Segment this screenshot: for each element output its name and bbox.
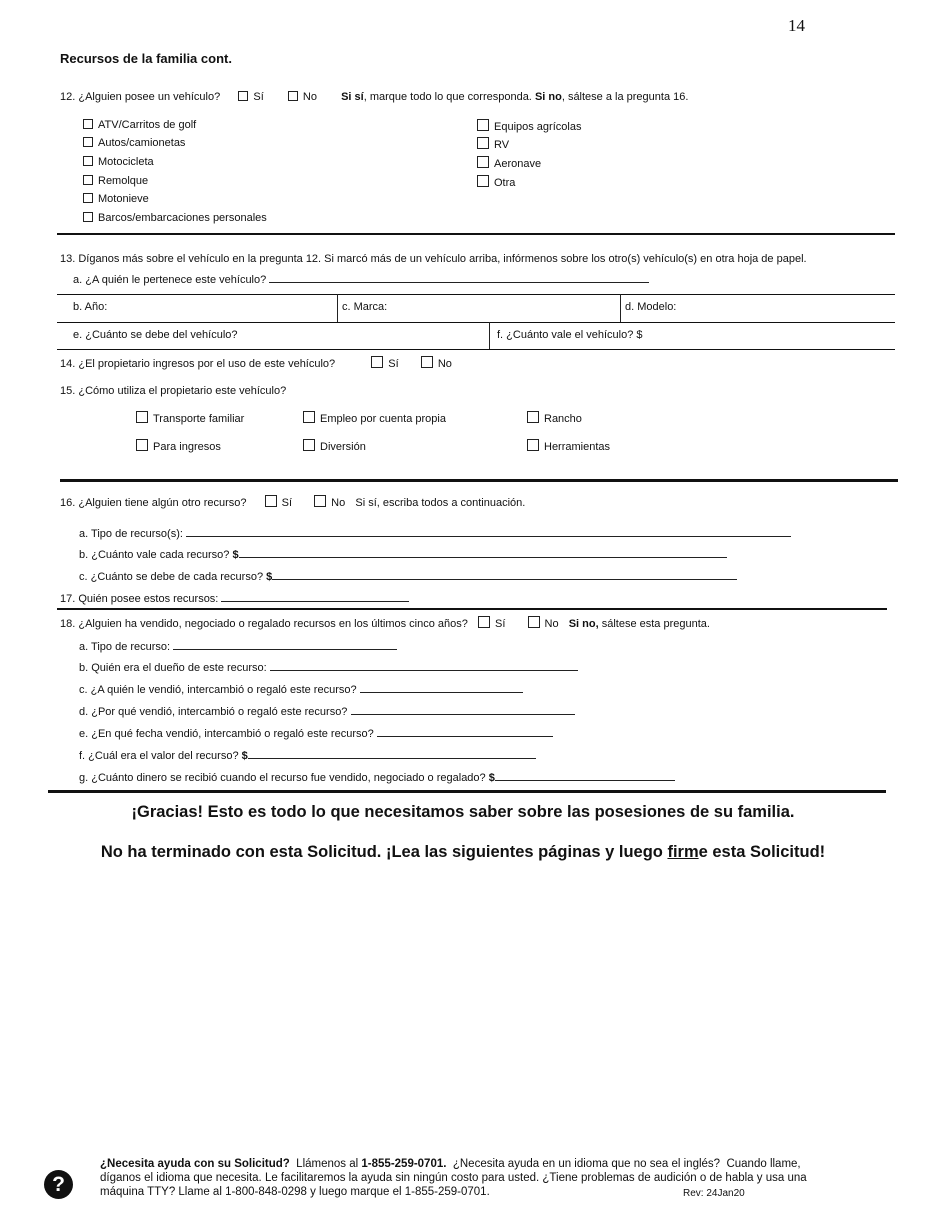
q18-b-label: b. Quién era el dueño de este recurso: bbox=[79, 662, 267, 674]
q14-question: 14. ¿El propietario ingresos por el uso de este vehículo? bbox=[60, 358, 336, 370]
q15-label-4: Diversión bbox=[320, 441, 366, 453]
footer-help-text1: Llámenos al bbox=[289, 1158, 362, 1170]
q18-a-row bbox=[79, 640, 397, 653]
q18-row bbox=[60, 616, 710, 630]
q12-right-option-2 bbox=[477, 156, 541, 170]
q15-checkbox-4[interactable] bbox=[303, 439, 315, 451]
q12-instr-no: Si no bbox=[534, 91, 562, 103]
q18-b-field[interactable] bbox=[270, 661, 578, 671]
q12-left-option-2 bbox=[83, 156, 154, 168]
q12-left-checkbox-5[interactable] bbox=[83, 212, 93, 222]
q18-after-bold: Si no, bbox=[568, 618, 599, 630]
q12-left-label-4: Motonieve bbox=[98, 193, 149, 205]
q15-question: 15. ¿Cómo utiliza el propietario este vehículo? bbox=[60, 385, 287, 397]
q15-label-2: Rancho bbox=[544, 413, 582, 425]
q15-option-2 bbox=[527, 411, 582, 425]
q18-c-row bbox=[79, 683, 523, 696]
q12-no-checkbox[interactable] bbox=[288, 91, 298, 101]
section-title: Recursos de la familia cont. bbox=[60, 51, 232, 66]
q18-d-row bbox=[79, 705, 575, 718]
q18-question: 18. ¿Alguien ha vendido, negociado o regalado recursos en los últimos cinco años? bbox=[60, 618, 468, 630]
q18-f-field[interactable] bbox=[248, 749, 536, 759]
q18-c-label: c. ¿A quién le vendió, intercambió o regaló este recurso? bbox=[79, 684, 357, 696]
closing-line-2-post: e esta Solicitud! bbox=[698, 843, 826, 861]
q12-instr-yes: Si sí bbox=[341, 91, 364, 103]
q15-checkbox-1[interactable] bbox=[303, 411, 315, 423]
q18-g-label: g. ¿Cuánto dinero se recibió cuando el recurso fue vendido, negociado o regalado? bbox=[79, 772, 486, 784]
q13-sep-2 bbox=[620, 294, 621, 322]
q12-left-checkbox-2[interactable] bbox=[83, 156, 93, 166]
footer-line-1 bbox=[100, 1158, 801, 1170]
q15-option-5 bbox=[527, 439, 610, 453]
q12-right-option-0 bbox=[477, 119, 581, 133]
q18-g-field[interactable] bbox=[495, 771, 675, 781]
q13-e-cell[interactable]: e. ¿Cuánto se debe del vehículo? bbox=[73, 329, 238, 341]
page-number: 14 bbox=[788, 16, 805, 35]
q14-yes-checkbox[interactable] bbox=[371, 356, 383, 368]
q18-c-field[interactable] bbox=[360, 683, 523, 693]
q18-g-dollar: $ bbox=[488, 772, 495, 784]
q16-b-label: b. ¿Cuánto vale cada recurso? bbox=[79, 549, 230, 561]
q12-left-checkbox-4[interactable] bbox=[83, 193, 93, 203]
q16-no-checkbox[interactable] bbox=[314, 495, 326, 507]
q16-a-label: a. Tipo de recurso(s): bbox=[79, 528, 183, 540]
q16-a-field[interactable] bbox=[186, 527, 791, 537]
q18-e-label: e. ¿En qué fecha vendió, intercambió o regaló este recurso? bbox=[79, 728, 374, 740]
q12-instr-text1: , marque todo lo que corresponda. bbox=[363, 91, 535, 103]
q12-left-option-3 bbox=[83, 175, 148, 187]
q18-d-field[interactable] bbox=[351, 705, 575, 715]
q12-right-option-3 bbox=[477, 175, 515, 189]
footer-line-3: máquina TTY? Llame al 1-800-848-0298 y luego marque el 1-855-259-0701. bbox=[100, 1186, 490, 1198]
q12-left-checkbox-3[interactable] bbox=[83, 175, 93, 185]
q16-c-dollar: $ bbox=[266, 571, 273, 583]
q12-right-label-0: Equipos agrícolas bbox=[494, 121, 582, 133]
q16-b-dollar: $ bbox=[232, 549, 239, 561]
q12-left-label-5: Barcos/embarcaciones personales bbox=[98, 212, 267, 224]
q18-f-dollar: $ bbox=[241, 750, 248, 762]
q13-a-field[interactable] bbox=[269, 273, 649, 283]
q16-question: 16. ¿Alguien tiene algún otro recurso? bbox=[60, 497, 247, 509]
q18-f-label: f. ¿Cuál era el valor del recurso? bbox=[79, 750, 239, 762]
q17-row bbox=[60, 592, 409, 605]
q15-label-0: Transporte familiar bbox=[153, 413, 245, 425]
q12-no-label: No bbox=[302, 91, 317, 103]
q12-yes-label: Sí bbox=[253, 91, 264, 103]
q14-yes-label: Sí bbox=[388, 358, 399, 370]
q12-instr-text2: , sáltese a la pregunta 16. bbox=[561, 91, 689, 103]
q17-label: 17. Quién posee estos recursos: bbox=[60, 593, 219, 605]
q18-g-row bbox=[79, 771, 675, 784]
q15-option-1 bbox=[303, 411, 446, 425]
q18-f-row bbox=[79, 749, 536, 762]
q18-a-label: a. Tipo de recurso: bbox=[79, 641, 171, 653]
divider-q15 bbox=[60, 479, 898, 482]
q18-yes-checkbox[interactable] bbox=[478, 616, 490, 628]
q15-option-3 bbox=[136, 439, 221, 453]
q15-label-1: Empleo por cuenta propia bbox=[320, 413, 446, 425]
q13-a-row bbox=[73, 273, 649, 286]
help-icon: ? bbox=[44, 1170, 73, 1199]
closing-line-2 bbox=[0, 843, 926, 862]
q18-e-field[interactable] bbox=[377, 727, 553, 737]
q12-right-option-1 bbox=[477, 137, 509, 151]
q12-right-checkbox-2[interactable] bbox=[477, 156, 489, 168]
q15-checkbox-0[interactable] bbox=[136, 411, 148, 423]
q12-left-option-1 bbox=[83, 137, 185, 149]
closing-line-2-pre: No ha terminado con esta Solicitud. ¡Lea las siguientes páginas y luego bbox=[100, 843, 668, 861]
q15-label-3: Para ingresos bbox=[153, 441, 221, 453]
q15-checkbox-3[interactable] bbox=[136, 439, 148, 451]
q13-sep-1 bbox=[337, 294, 338, 322]
q12-left-label-0: ATV/Carritos de golf bbox=[98, 119, 197, 131]
q15-option-4 bbox=[303, 439, 366, 453]
q12-left-label-2: Motocicleta bbox=[98, 156, 154, 168]
footer-help-bold: ¿Necesita ayuda con su Solicitud? bbox=[100, 1158, 290, 1170]
q16-b-field[interactable] bbox=[239, 548, 727, 558]
q13-a-label: a. ¿A quién le pertenece este vehículo? bbox=[73, 274, 267, 286]
q12-yes-checkbox[interactable] bbox=[238, 91, 248, 101]
q16-c-row bbox=[79, 570, 737, 583]
q13-table-bottom bbox=[57, 349, 895, 350]
footer-line-2: díganos el idioma que necesita. Le facilitaremos la ayuda sin ningún costo para usted. ¿Tiene problemas de audición o de habla y usa una bbox=[100, 1172, 807, 1184]
q15-checkbox-5[interactable] bbox=[527, 439, 539, 451]
q14-no-label: No bbox=[437, 358, 452, 370]
q16-a-row bbox=[79, 527, 791, 540]
q16-yes-label: Sí bbox=[281, 497, 293, 509]
footer-rev: Rev: 24Jan20 bbox=[683, 1188, 745, 1199]
q18-e-row bbox=[79, 727, 553, 740]
q18-no-checkbox[interactable] bbox=[528, 616, 540, 628]
q13-f-cell[interactable]: f. ¿Cuánto vale el vehículo? $ bbox=[497, 329, 643, 341]
footer-phone[interactable]: 1-855-259-0701. bbox=[361, 1158, 447, 1170]
q13-sep-3 bbox=[489, 322, 490, 349]
q12-right-checkbox-1[interactable] bbox=[477, 137, 489, 149]
q13-d-cell[interactable]: d. Modelo: bbox=[625, 301, 677, 313]
q12-left-option-4 bbox=[83, 193, 149, 205]
q16-c-field[interactable] bbox=[272, 570, 737, 580]
q13-b-cell[interactable]: b. Año: bbox=[73, 301, 108, 313]
q12-left-option-0 bbox=[83, 119, 196, 131]
q16-yes-checkbox[interactable] bbox=[265, 495, 277, 507]
q12-left-label-1: Autos/camionetas bbox=[98, 137, 186, 149]
q15-label-5: Herramientas bbox=[544, 441, 611, 453]
q16-row bbox=[60, 495, 525, 509]
q18-b-row bbox=[79, 661, 578, 674]
q12-question: 12. ¿Alguien posee un vehículo? bbox=[60, 91, 221, 103]
q12-left-checkbox-0[interactable] bbox=[83, 119, 93, 129]
q18-after-text: sáltese esta pregunta. bbox=[598, 618, 710, 630]
footer-help-text2: ¿Necesita ayuda en un idioma que no sea el inglés? Cuando llame, bbox=[446, 1158, 801, 1170]
q17-field[interactable] bbox=[221, 592, 409, 602]
q12-left-checkbox-1[interactable] bbox=[83, 137, 93, 147]
q18-a-field[interactable] bbox=[173, 640, 397, 650]
q14-row bbox=[60, 356, 452, 370]
q12-right-checkbox-3[interactable] bbox=[477, 175, 489, 187]
closing-line-1: ¡Gracias! Esto es todo lo que necesitamos saber sobre las posesiones de su familia. bbox=[131, 803, 795, 821]
q12-left-label-3: Remolque bbox=[98, 175, 149, 187]
divider-q17 bbox=[57, 608, 887, 610]
q12-left-option-5 bbox=[83, 212, 267, 224]
q15-option-0 bbox=[136, 411, 244, 425]
q16-b-row bbox=[79, 548, 727, 561]
q12-right-label-3: Otra bbox=[494, 177, 516, 189]
q14-no-checkbox[interactable] bbox=[421, 356, 433, 368]
q18-yes-label: Sí bbox=[495, 618, 506, 630]
q12-right-checkbox-0[interactable] bbox=[477, 119, 489, 131]
q15-checkbox-2[interactable] bbox=[527, 411, 539, 423]
q13-table-mid bbox=[57, 322, 895, 323]
divider-q12 bbox=[57, 233, 895, 235]
q16-c-label: c. ¿Cuánto se debe de cada recurso? bbox=[79, 571, 264, 583]
q18-no-label: No bbox=[544, 618, 559, 630]
q18-d-label: d. ¿Por qué vendió, intercambió o regaló este recurso? bbox=[79, 706, 348, 718]
q12-row bbox=[60, 91, 688, 103]
q13-table-top bbox=[57, 294, 895, 295]
q12-right-label-2: Aeronave bbox=[494, 158, 542, 170]
divider-q18 bbox=[48, 790, 886, 793]
q16-after: Si sí, escriba todos a continuación. bbox=[355, 497, 526, 509]
q13-intro: 13. Díganos más sobre el vehículo en la pregunta 12. Si marcó más de un vehículo arriba, infórmenos sobre los otro(s) vehículo(s) en otra hoja de papel. bbox=[60, 253, 807, 265]
q12-right-label-1: RV bbox=[494, 139, 510, 151]
q13-c-cell[interactable]: c. Marca: bbox=[342, 301, 388, 313]
q16-no-label: No bbox=[331, 497, 346, 509]
closing-line-2-underlined: firm bbox=[667, 843, 699, 861]
